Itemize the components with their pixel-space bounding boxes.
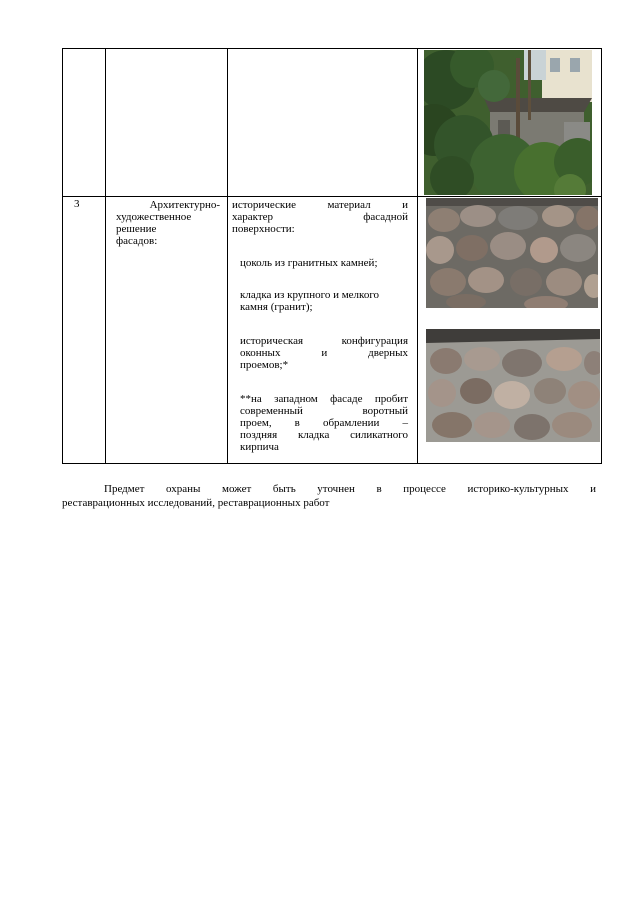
- description-line: современный воротный: [240, 405, 408, 417]
- garden-photo: [424, 50, 592, 195]
- item-title-line: художественное: [116, 211, 192, 223]
- description-line: характер фасадной: [232, 211, 408, 223]
- description-line: кладка из крупного и мелкого: [240, 289, 380, 301]
- item-title-line: Архитектурно-: [149, 199, 220, 211]
- description-line: исторические материал и: [232, 199, 408, 211]
- description-line: камня (гранит);: [240, 301, 313, 313]
- item-title-line: фасадов:: [116, 235, 158, 247]
- table-border-top: [62, 48, 602, 49]
- col-divider: [227, 48, 228, 464]
- description-line: проем, в обрамлении –: [240, 417, 408, 429]
- table-border-bottom: [62, 463, 602, 464]
- note-line: реставрационных исследований, реставрационных работ: [62, 497, 330, 509]
- description-line: оконных и дверных: [240, 347, 408, 359]
- col-divider: [601, 48, 602, 464]
- granite-wall-photo: [426, 198, 598, 308]
- description-line: поверхности:: [232, 223, 295, 235]
- protection-note: [62, 482, 596, 510]
- description-line: кирпича: [240, 441, 279, 453]
- row-divider: [62, 196, 602, 197]
- description-line: цоколь из гранитных камней;: [240, 257, 378, 269]
- description-line: **на западном фасаде пробит: [240, 393, 408, 405]
- note-line: Предмет охраны может быть уточнен в процессе историко-культурных и: [104, 483, 596, 495]
- col-divider: [417, 48, 418, 464]
- col-divider: [105, 48, 106, 464]
- description-line: поздняя кладка силикатного: [240, 429, 408, 441]
- item-title-line: решение: [116, 223, 157, 235]
- description-line: историческая конфигурация: [240, 335, 408, 347]
- granite-wall-photo: [426, 329, 600, 442]
- protection-table: [62, 48, 602, 464]
- description-line: проемов;*: [240, 359, 289, 371]
- row-number: 3: [74, 198, 80, 210]
- col-divider: [62, 48, 63, 464]
